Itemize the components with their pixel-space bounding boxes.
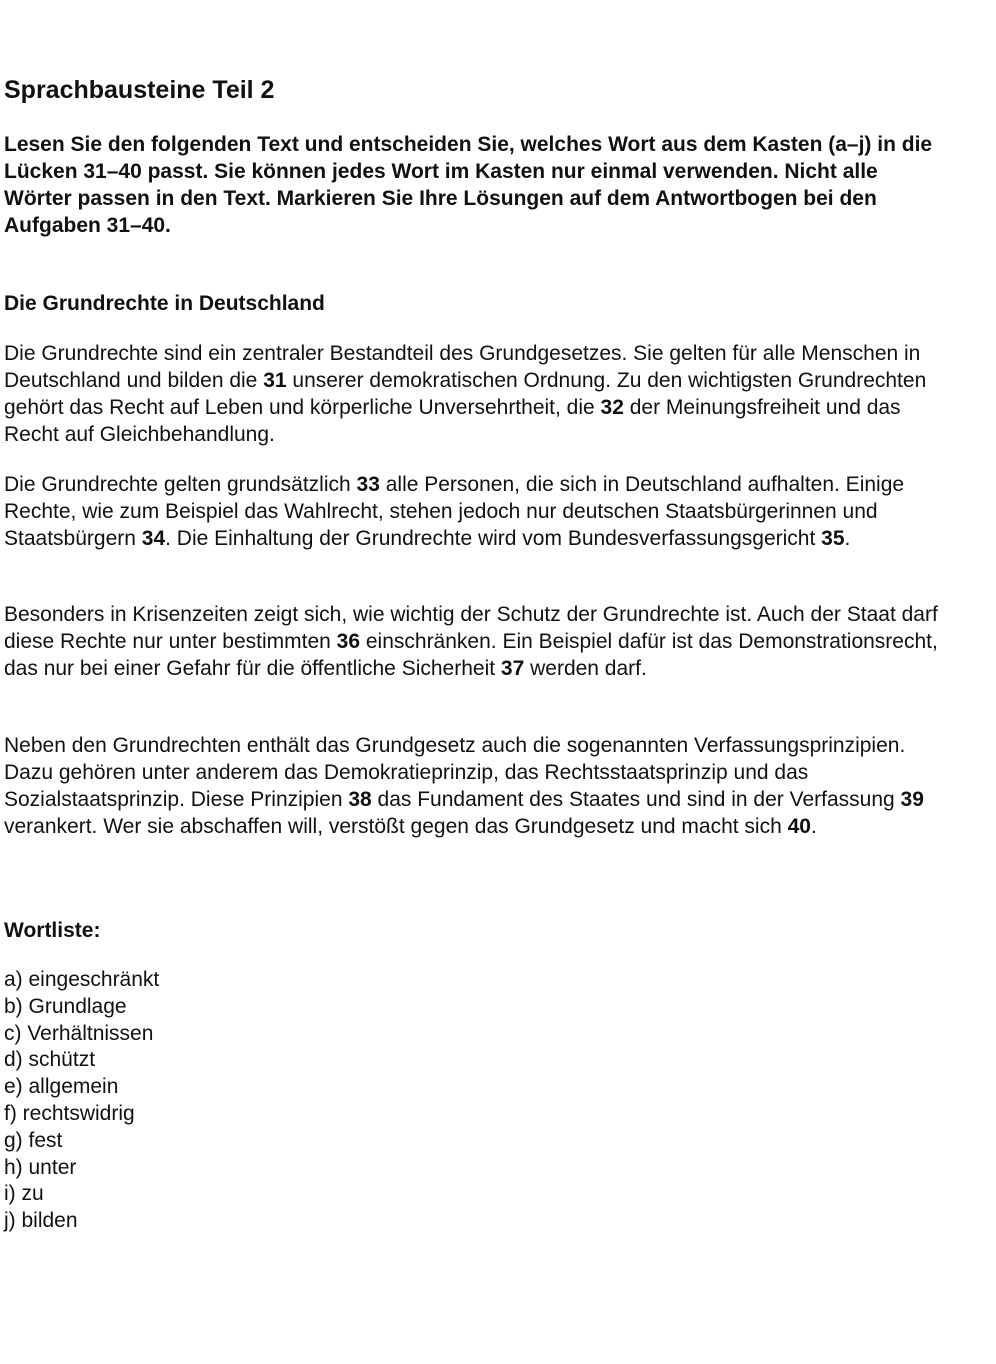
wordlist-item: e) allgemein: [4, 1075, 119, 1099]
text-segment: unserer demokratischen Ordnung. Zu den wichtigsten Grundrechten gehört das Recht auf Leben und körperliche Unversehrtheit, die: [4, 369, 927, 419]
text-segment: Die Grundrechte sind ein zentraler Bestandteil des Grundgesetzes. Sie gelten für alle Menschen in Deutschland und bilden die: [4, 342, 921, 392]
text-segment: Neben den Grundrechten enthält das Grundgesetz auch die sogenannten Verfassungsprinzipien. Dazu gehören unter anderem das Demokratieprinzip, das Rechtsstaatsprinzip und das Sozialstaatsprinzip. Diese Prinzipien: [4, 734, 906, 811]
wordlist-item: d) schützt: [4, 1048, 96, 1072]
gap-number-39: 39: [900, 788, 924, 811]
text-segment: werden darf.: [524, 657, 647, 680]
text-segment: . Die Einhaltung der Grundrechte wird vom Bundesverfassungsgericht: [165, 527, 822, 550]
wordlist-item: j) bilden: [4, 1209, 78, 1233]
text-segment: verankert. Wer sie abschaffen will, verstößt gegen das Grundgesetz und macht sich: [4, 815, 788, 838]
text-segment: Die Grundrechte gelten grundsätzlich: [4, 473, 357, 496]
text-segment: .: [844, 527, 851, 550]
text-segment: .: [810, 815, 817, 838]
gap-number-40: 40: [787, 815, 811, 838]
text-segment: das Fundament des Staates und sind in der Verfassung: [371, 788, 901, 811]
wordlist-item: c) Verhältnissen: [4, 1021, 154, 1045]
wordlist-item: i) zu: [4, 1182, 44, 1206]
text-title: Die Grundrechte in Deutschland: [4, 292, 325, 315]
wordlist-item: a) eingeschränkt: [4, 968, 160, 991]
gap-number-31: 31: [263, 369, 287, 392]
wordlist-item: h) unter: [4, 1155, 77, 1179]
gap-number-35: 35: [821, 527, 845, 550]
text-segment: der Meinungsfreiheit und das Recht auf Gleichbehandlung.: [4, 396, 901, 446]
wordlist-item: b) Grundlage: [4, 994, 127, 1018]
wordlist-title: Wortliste:: [4, 919, 101, 942]
text-segment: alle Personen, die sich in Deutschland aufhalten. Einige Rechte, wie zum Beispiel das Wahlrecht, stehen jedoch nur deutschen Staatsbürgerinnen und Staatsbürgern: [4, 473, 905, 550]
text-segment: einschränken. Ein Beispiel dafür ist das Demonstrationsrecht, das nur bei einer Gefahr für die öffentliche Sicherheit: [4, 630, 938, 680]
gap-number-34: 34: [141, 527, 166, 550]
gap-number-33: 33: [356, 473, 380, 496]
gap-number-32: 32: [600, 396, 624, 419]
gap-number-36: 36: [336, 630, 361, 653]
page-title: Sprachbausteine Teil 2: [4, 76, 275, 104]
paragraph-4: [4, 732, 944, 840]
task-instructions: Lesen Sie den folgenden Text und entscheiden Sie, welches Wort aus dem Kasten (a–j) in die Lücken 31–40 passt. Sie können jedes Wort im Kasten nur einmal verwenden. Nicht alle Wörter passen in den Text. Markieren Sie Ihre Lösungen auf dem Antwortbogen bei den Aufgaben 31–40.: [4, 133, 933, 237]
wordlist-item: g) fest: [4, 1128, 63, 1152]
wordlist: [4, 967, 159, 1235]
gap-number-38: 38: [348, 788, 372, 811]
wordlist-item: f) rechtswidrig: [4, 1101, 135, 1125]
gap-number-37: 37: [500, 657, 525, 680]
paragraph-3: [4, 601, 944, 682]
paragraph-2: [4, 471, 944, 552]
paragraph-1: [4, 340, 944, 448]
text-segment: Besonders in Krisenzeiten zeigt sich, wie wichtig der Schutz der Grundrechte ist. Auch der Staat darf diese Rechte nur unter bestimmten: [4, 603, 938, 653]
